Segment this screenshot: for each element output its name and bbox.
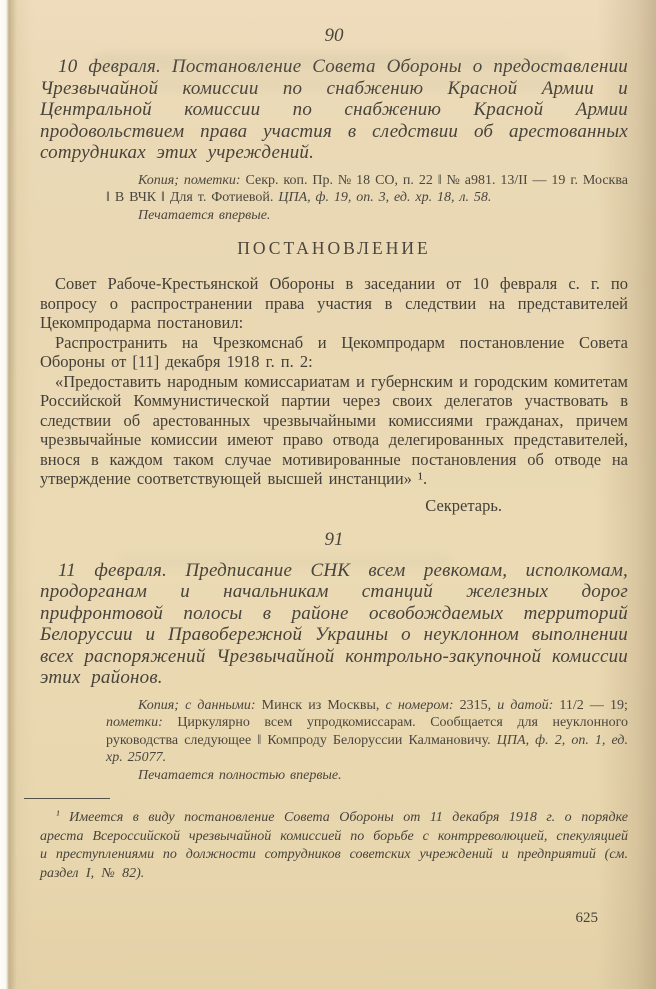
body-paragraph: «Предоставить народным комиссариатам и губернским и городским комитетам Российской Коммунистической партии через своих делегатов участвовать в следствии об арестованных чрезвычайными комиссиями гражданах, причем чрезвычайные комиссии имеют право отвода делегированных представителей, внося в каждом таком случае мотивированные постановления об отводе на утверждение соответствующей высшей инстанции» ¹. [40,371,628,488]
body-paragraph: Распространить на Чрезкомснаб и Цекомпродарм постановление Совета Обороны от [11] декабря 1918 г. п. 2: [40,332,628,371]
legend-date-label: и датой: [497,697,554,713]
legend-notes-label: пометки: [106,715,163,730]
legend-number-value: 2315, [459,697,492,713]
legend-archive-citation: ЦПА, ф. 2, оп. 1, ед. хр. 25077. [106,732,628,765]
legend-archive-citation: ЦПА, ф. 19, оп. 3, ед. хр. 18, л. 58. [278,190,492,205]
entry-91-source-legend [106,697,628,785]
legend-number-label: с номером: [385,697,454,713]
entry-91-number: 91 [324,528,344,550]
legend-archival-ref: Секр. коп. Пр. № 18 СО, п. 22 ‖ № а981. 13/II — 19 г. Москва ‖ В ВЧК ‖ Для т. Фотиевой. [106,172,628,205]
entry-91-headnote: 11 февраля. Предписание СНК всем ревкомам, исполкомам, продорганам и начальникам станций железных дорог прифронтовой полосы в районе освобождаемых территорий Белоруссии и Правобережной Украины о неуклонном выполнении всех распоряжений Чрезвычайной контрольно-закупочной комиссии этих районов. [40,559,628,688]
footnote-marker: ¹ [56,808,60,822]
legend-printed-note: Печатается впервые. [138,207,271,223]
legend-printed-note: Печатается полностью впервые. [138,767,342,783]
legend-text [106,172,628,207]
entry-90-number: 90 [324,25,344,46]
page-number: 625 [575,910,598,926]
footnote-text [40,806,628,883]
footnote-body: Имеется в виду постановление Совета Обороны от 11 декабря 1918 г. о порядке ареста Всероссийской чрезвычайной комиссией по борьбе с контрреволюцией, спекуляцией и преступлениями по должности сотрудников советских учреждений и предприятий (см. раздел I, № 82). [40,810,629,881]
entry-90-headnote: 10 февраля. Постановление Совета Обороны о предоставлении Чрезвычайной комиссии по снабжению Красной Армии и Центральной комиссии по снабжению Красной Армии продовольствием права участия в следствии об арестованных сотрудниках этих учреждений. [40,56,628,163]
legend-notes-text: Циркулярно всем упродкомиссарам. Сообщается для неуклонного руководства следующее ‖ Компроду Белоруссии Калмановичу. [106,715,628,748]
legend-origin: Минск из Москвы, [261,697,380,713]
document-title: ПОСТАНОВЛЕНИЕ [237,238,431,258]
signature-line: Секретарь. [425,495,502,515]
footnote-separator-rule [24,798,110,799]
legend-label: Копия; с данными: [138,697,256,713]
entry-90-source-legend [106,172,628,225]
legend-text [106,697,628,767]
legend-date-value: 11/2 — 19; [559,697,628,713]
legend-label: Копия; пометки: [138,172,241,188]
body-paragraph: Совет Рабоче-Крестьянской Обороны в заседании от 10 февраля с. г. по вопросу о распространении права участия в следствии на представителей Цекомпродарма постановил: [40,274,628,332]
